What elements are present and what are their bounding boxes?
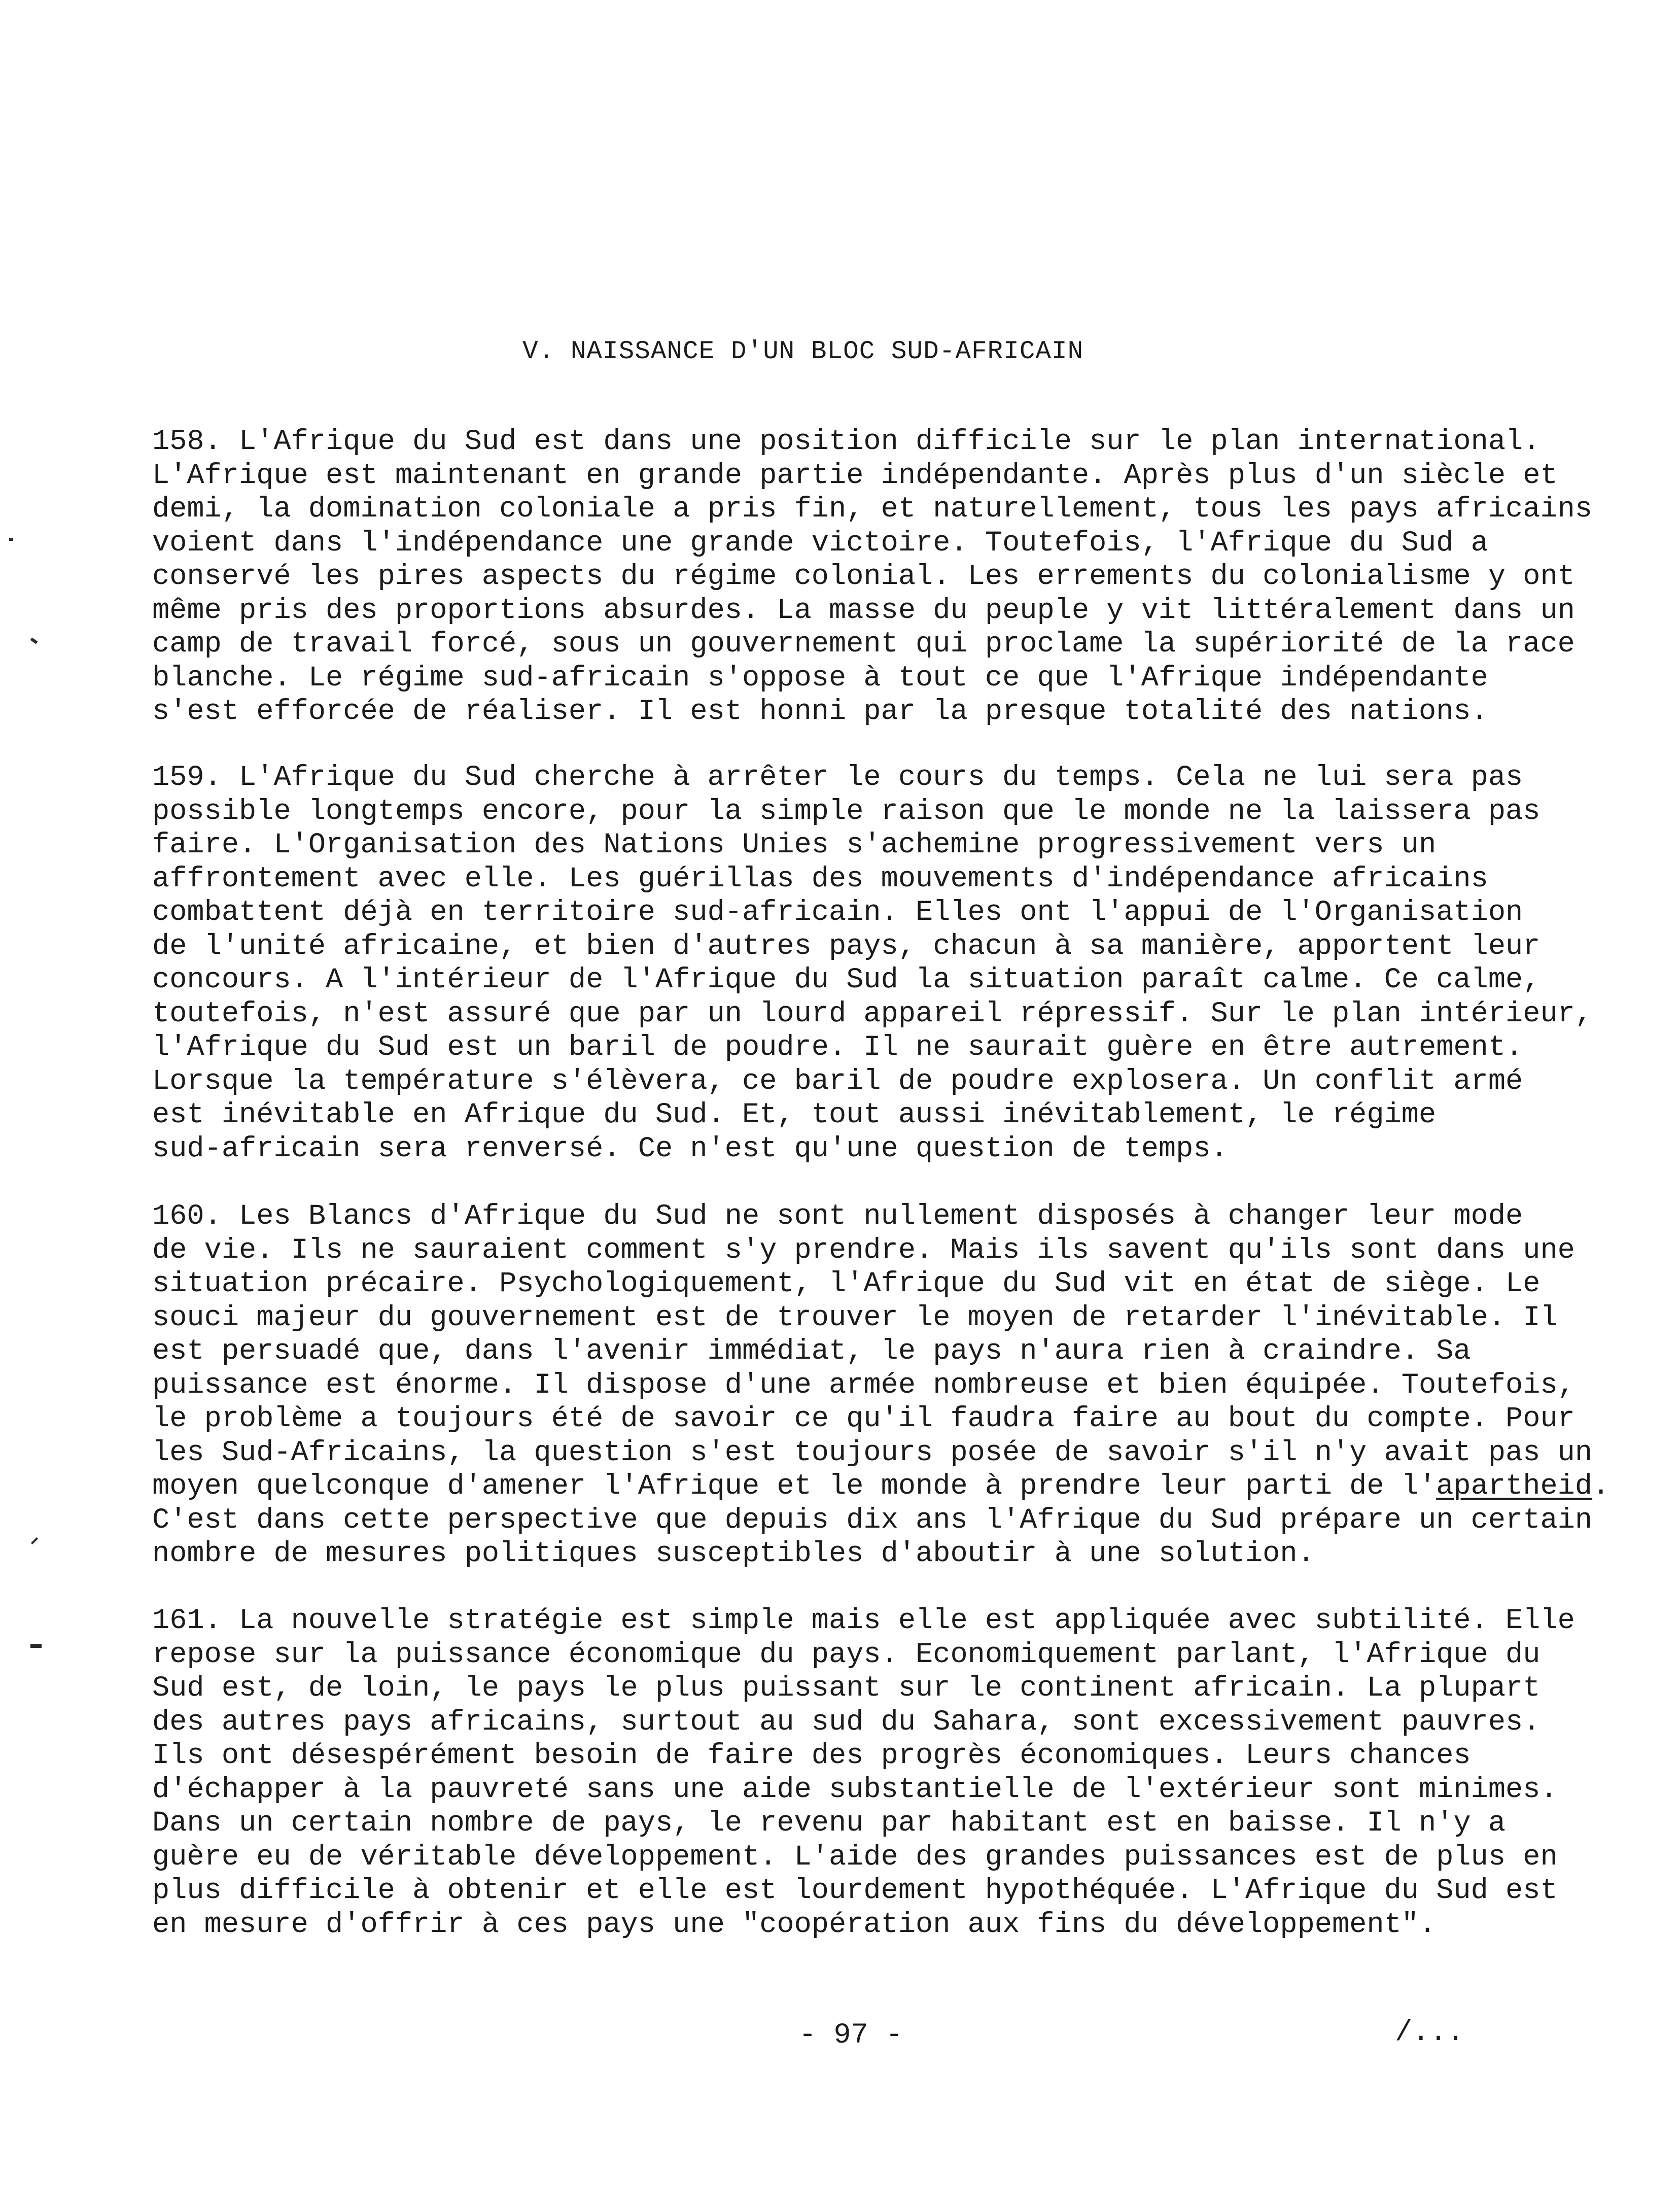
paragraph-line: 160. Les Blancs d'Afrique du Sud ne sont nullement disposés à changer leur mode — [152, 1200, 1523, 1233]
paragraph-line: est inévitable en Afrique du Sud. Et, tout aussi inévitablement, le régime — [152, 1099, 1437, 1131]
paragraph-line: toutefois, n'est assuré que par un lourd appareil répressif. Sur le plan intérieur, — [152, 997, 1593, 1030]
margin-mark — [30, 638, 38, 644]
paragraph-line: d'échapper à la pauvreté sans une aide substantielle de l'extérieur sont minimes. — [152, 1773, 1558, 1806]
paragraph-line: 159. L'Afrique du Sud cherche à arrêter le cours du temps. Cela ne lui sera pas — [152, 762, 1523, 794]
margin-mark — [30, 1644, 42, 1648]
margin-mark — [31, 1537, 38, 1544]
paragraph-line: plus difficile à obtenir et elle est lourdement hypothéquée. L'Afrique du Sud est — [152, 1875, 1558, 1907]
paragraph-line: repose sur la puissance économique du pays. Economiquement parlant, l'Afrique du — [152, 1638, 1541, 1671]
paragraph-line: sud-africain sera renversé. Ce n'est qu'une question de temps. — [152, 1132, 1228, 1165]
paragraph-line: Lorsque la température s'élèvera, ce baril de poudre explosera. Un conflit armé — [152, 1065, 1523, 1098]
paragraph-line: est persuadé que, dans l'avenir immédiat, le pays n'aura rien à craindre. Sa — [152, 1335, 1471, 1368]
paragraph-line: en mesure d'offrir à ces pays une "coopération aux fins du développement". — [152, 1908, 1437, 1941]
paragraph-line: possible longtemps encore, pour la simple raison que le monde ne la laissera pas — [152, 795, 1541, 828]
margin-mark — [9, 538, 13, 541]
paragraph-line: s'est efforcée de réaliser. Il est honni par la presque totalité des nations. — [152, 696, 1488, 728]
paragraph-line: affrontement avec elle. Les guérillas des mouvements d'indépendance africains — [152, 862, 1488, 895]
paragraph-line: camp de travail forcé, sous un gouvernement qui proclame la supériorité de la race — [152, 628, 1575, 661]
paragraph-line: nombre de mesures politiques susceptibles d'aboutir à une solution. — [152, 1538, 1315, 1570]
paragraph-line: de l'unité africaine, et bien d'autres pays, chacun à sa manière, apportent leur — [152, 930, 1541, 963]
section-heading: V. NAISSANCE D'UN BLOC SUD-AFRICAIN — [522, 337, 1084, 366]
paragraph-159 — [152, 761, 1592, 1166]
paragraph-line: combattent déjà en territoire sud-africain. Elles ont l'appui de l'Organisation — [152, 896, 1523, 929]
paragraph-line: de vie. Ils ne sauraient comment s'y prendre. Mais ils savent qu'ils sont dans une — [152, 1234, 1575, 1267]
paragraph-line: Ils ont désespérément besoin de faire des progrès économiques. Leurs chances — [152, 1740, 1471, 1772]
paragraph-line: C'est dans cette perspective que depuis dix ans l'Afrique du Sud prépare un certain — [152, 1504, 1593, 1537]
line-end: . — [1592, 1470, 1610, 1503]
paragraph-line: l'Afrique du Sud est un baril de poudre. Il ne saurait guère en être autrement. — [152, 1031, 1523, 1064]
underlined-word: apartheid — [1436, 1470, 1593, 1503]
paragraph-line: demi, la domination coloniale a pris fin, et naturellement, tous les pays africains — [152, 493, 1593, 526]
paragraph-line: voient dans l'indépendance une grande victoire. Toutefois, l'Afrique du Sud a — [152, 527, 1488, 560]
paragraph-line: Sud est, de loin, le pays le plus puissant sur le continent africain. La plupart — [152, 1672, 1541, 1705]
paragraph-line: concours. A l'intérieur de l'Afrique du Sud la situation paraît calme. Ce calme, — [152, 964, 1541, 996]
paragraph-line: 161. La nouvelle stratégie est simple mais elle est appliquée avec subtilité. Elle — [152, 1605, 1575, 1637]
paragraph-line-apartheid — [152, 1470, 1609, 1504]
paragraph-line: guère eu de véritable développement. L'aide des grandes puissances est de plus en — [152, 1841, 1558, 1874]
paragraph-line: 158. L'Afrique du Sud est dans une position difficile sur le plan international. — [152, 426, 1541, 458]
paragraph-line: faire. L'Organisation des Nations Unies s'achemine progressivement vers un — [152, 829, 1437, 861]
paragraph-line: les Sud-Africains, la question s'est toujours posée de savoir s'il n'y avait pas un — [152, 1436, 1593, 1469]
page-number: - 97 - — [799, 2019, 903, 2052]
paragraph-line: L'Afrique est maintenant en grande partie indépendante. Après plus d'un siècle et — [152, 459, 1558, 492]
paragraph-line: souci majeur du gouvernement est de trouver le moyen de retarder l'inévitable. Il — [152, 1301, 1558, 1334]
paragraph-161 — [152, 1604, 1575, 1942]
paragraph-line: des autres pays africains, surtout au sud du Sahara, sont excessivement pauvres. — [152, 1706, 1541, 1739]
continuation-marker: /... — [1395, 2017, 1464, 2049]
paragraph-line: conservé les pires aspects du régime colonial. Les errements du colonialisme y ont — [152, 561, 1575, 593]
paragraph-line: le problème a toujours été de savoir ce qu'il faudra faire au bout du compte. Pour — [152, 1403, 1575, 1435]
paragraph-line: situation précaire. Psychologiquement, l'Afrique du Sud vit en état de siège. Le — [152, 1268, 1541, 1300]
paragraph-line: Dans un certain nombre de pays, le revenu par habitant est en baisse. Il n'y a — [152, 1807, 1506, 1840]
paragraph-160 — [152, 1200, 1609, 1571]
paragraph-line: même pris des proportions absurdes. La masse du peuple y vit littéralement dans un — [152, 594, 1575, 627]
line-text: moyen quelconque d'amener l'Afrique et le monde à prendre leur parti de l' — [152, 1470, 1437, 1503]
paragraph-line: puissance est énorme. Il dispose d'une armée nombreuse et bien équipée. Toutefois, — [152, 1369, 1575, 1402]
paragraph-158 — [152, 425, 1592, 729]
paragraph-line: blanche. Le régime sud-africain s'oppose à tout ce que l'Afrique indépendante — [152, 662, 1488, 695]
